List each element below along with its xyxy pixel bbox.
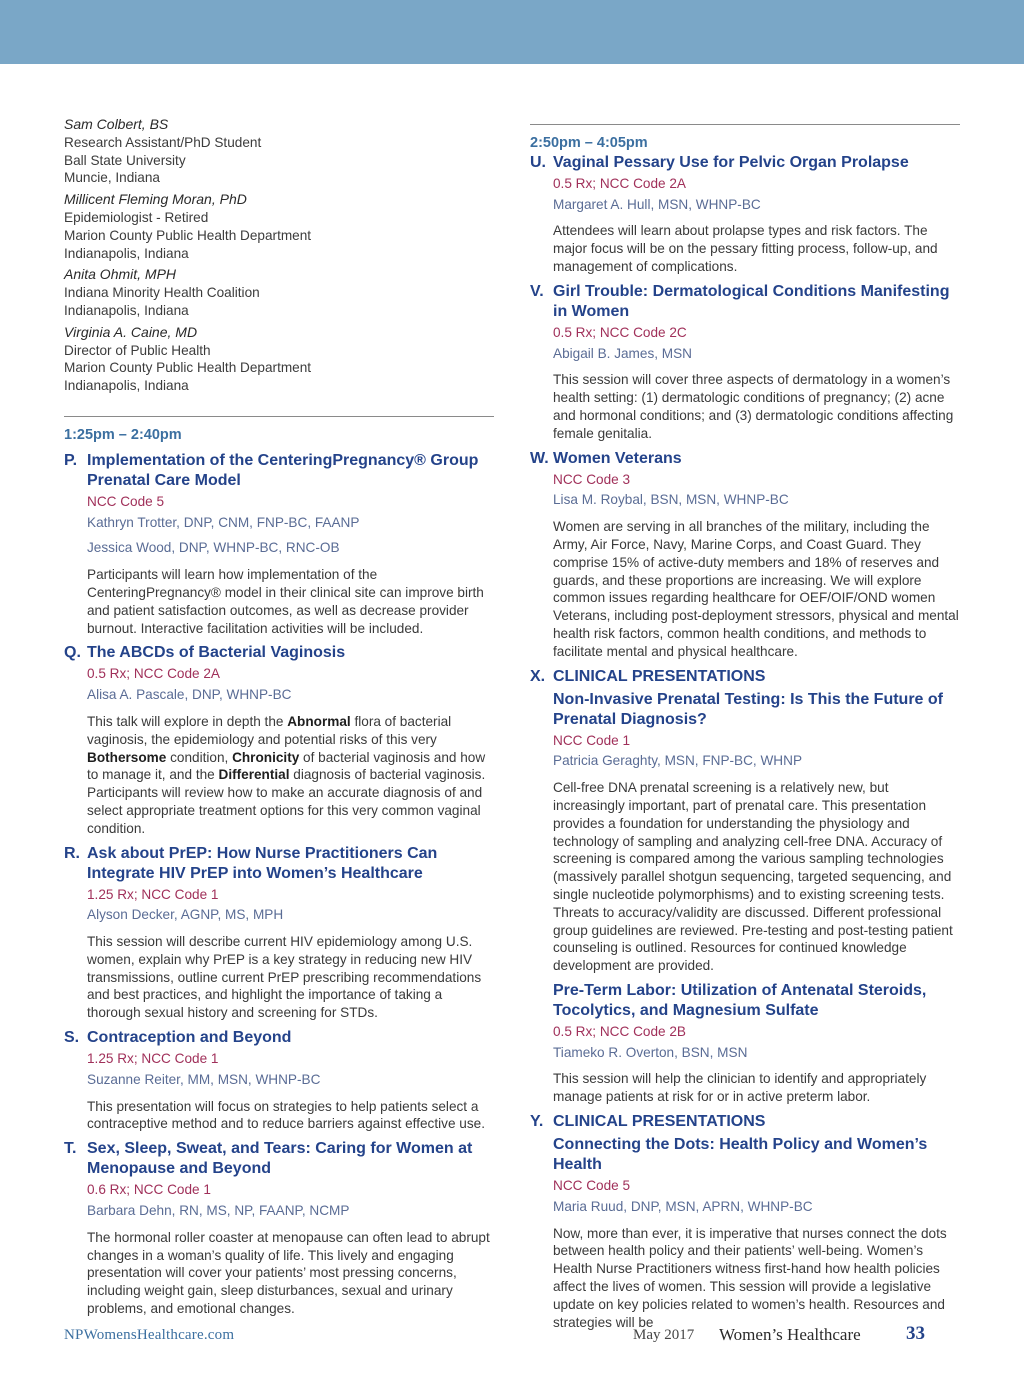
speaker-detail: Indianapolis, Indiana (64, 245, 189, 261)
subsession-title: Pre-Term Labor: Utilization of Antenatal Steroids, Tocolytics, and Magnesium Sulfate (553, 981, 927, 1019)
speaker-detail: Director of Public Health (64, 342, 211, 358)
speaker-detail: Ball State University (64, 152, 186, 168)
session-speaker: Patricia Geraghty, MSN, FNP-BC, WHNP (553, 753, 803, 769)
session-speaker: Lisa M. Roybal, BSN, MSN, WHNP-BC (553, 492, 789, 508)
session-v (530, 282, 960, 443)
speaker-name: Millicent Fleming Moran, PhD (64, 191, 247, 208)
session-description: This presentation will focus on strategies to help patients select a contraceptive method and to reduce barriers against effective use. (87, 1098, 485, 1132)
speaker-entry (64, 266, 494, 319)
session-credit: 0.5 Rx; NCC Code 2A (87, 666, 220, 682)
section-divider (530, 124, 960, 125)
speaker-detail: Epidemiologist - Retired (64, 209, 209, 225)
session-x (530, 667, 960, 1107)
session-credit: NCC Code 3 (553, 471, 631, 487)
session-letter: T. (64, 1140, 77, 1158)
header-band (0, 0, 1024, 64)
subsession-title: Connecting the Dots: Health Policy and Women’s Health (553, 1136, 928, 1174)
session-speaker: Suzanne Reiter, MM, MSN, WHNP-BC (87, 1071, 321, 1087)
speaker-name: Virginia A. Caine, MD (64, 323, 198, 340)
session-y (530, 1112, 960, 1331)
session-description: This session will describe current HIV epidemiology among U.S. women, explain why PrEP is a key strategy in reducing new HIV transmissions, outline current PrEP prescribing recommendations and best practices, and highlight the importance of taking a thorough sexual history and screening for STDs. (87, 934, 482, 1021)
session-credit: NCC Code 1 (553, 732, 631, 748)
session-title: Women Veterans (553, 449, 682, 467)
session-speaker: Alisa A. Pascale, DNP, WHNP-BC (87, 687, 292, 703)
speaker-name: Anita Ohmit, MPH (64, 266, 177, 283)
footer-website: NPWomensHealthcare.com (64, 1327, 235, 1343)
footer-date: May 2017 (633, 1327, 695, 1343)
session-title: Girl Trouble: Dermatological Conditions Manifesting in Women (553, 282, 950, 320)
session-description: This session will cover three aspects of dermatology in a women’s health setting: (1) dermatologic conditions of pregnancy; (2) acne and hormonal conditions; and (3) dermatologic conditions affecting female genitalia. (553, 372, 954, 441)
time-slot: 1:25pm – 2:40pm (64, 426, 182, 443)
session-description: Now, more than ever, it is imperative that nurses connect the dots between health policy and their patients’ well-being. Women’s Health Nurse Practitioners witness first-hand how health policies affect the lives of women. This session will provide a legislative update on key policies related to women’s health. Resources and strategies will be (553, 1225, 947, 1330)
session-title: Implementation of the CenteringPregnancy® Group Prenatal Care Model (87, 451, 479, 489)
session-title: CLINICAL PRESENTATIONS (553, 1113, 766, 1131)
session-credit: 0.5 Rx; NCC Code 2A (553, 175, 686, 191)
session-title: CLINICAL PRESENTATIONS (553, 667, 766, 685)
session-speaker: Kathryn Trotter, DNP, CNM, FNP-BC, FAANP (87, 514, 360, 530)
session-r (64, 844, 494, 1023)
session-description: This talk will explore in depth the Abnormal flora of bacterial vaginosis, the epidemiology and potential risks of this very Bothersome condition, Chronicity of bacterial vaginosis and how to manage it, and the Differential diagnosis of bacterial vaginosis. Participants will review how to make an accurate diagnosis of and select appropriate treatment options for this very common vaginal condition. (87, 713, 486, 836)
session-title: The ABCDs of Bacterial Vaginosis (87, 644, 346, 662)
session-description: Cell-free DNA prenatal screening is a relatively new, but increasingly important, part of prenatal care. This presentation provides a foundation for understanding the physiology and technology of sampling and analyzing cell-free DNA. Accuracy of screening is compared among the various sampling technologies (massively parallel shotgun sequencing, targeted sequencing, and single nucleotide polymorphisms) and to existing screening tests. Threats to accuracy/validity are discussed. Different professional group guidelines are reviewed. Pre-testing and post-testing patient counseling is outlined. Resources for continued knowledge development are provided. (553, 780, 953, 974)
session-description: This session will help the clinician to identify and appropriately manage patients at risk for or in active preterm labor. (553, 1071, 927, 1105)
session-speaker: Maria Ruud, DNP, MSN, APRN, WHNP-BC (553, 1198, 813, 1214)
speaker-detail: Indiana Minority Health Coalition (64, 285, 260, 301)
session-credit: 0.5 Rx; NCC Code 2C (553, 324, 687, 340)
session-description: Participants will learn how implementation of the CenteringPregnancy® model in their clinical site can improve birth and patient satisfaction outcomes, as well as decrease provider burnout. Interactive facilitation activities will be included. (87, 567, 484, 636)
session-description: Women are serving in all branches of the military, including the Army, Air Force, Navy, Marine Corps, and Coast Guard. They comprise 15% of active-duty members and 18% of reserves and guards, and these proportions are increasing. We will explore common issues regarding healthcare for OEF/OIF/OND women Veterans, including post-deployment stressors, physical and mental health risk factors, common health conditions, and methods to facilitate mental and physical healthcare. (553, 519, 959, 659)
session-w (530, 449, 960, 661)
session-speaker: Barbara Dehn, RN, MS, NP, FAANP, NCMP (87, 1203, 350, 1219)
left-column (64, 112, 494, 1318)
session-letter: X. (530, 667, 546, 685)
session-letter: W. (530, 449, 549, 467)
session-title: Contraception and Beyond (87, 1029, 292, 1047)
speaker-entry (64, 116, 494, 187)
page-number: 33 (906, 1323, 925, 1344)
session-letter: R. (64, 844, 80, 862)
session-credit: NCC Code 5 (87, 493, 165, 509)
subsession-title: Non-Invasive Prenatal Testing: Is This the Future of Prenatal Diagnosis? (553, 690, 943, 728)
right-column (530, 124, 960, 1331)
session-title: Ask about PrEP: How Nurse Practitioners Can Integrate HIV PrEP into Women’s Healthcare (87, 844, 438, 882)
session-speaker: Jessica Wood, DNP, WHNP-BC, RNC-OB (87, 540, 340, 556)
session-s (64, 1028, 494, 1133)
session-title: Sex, Sleep, Sweat, and Tears: Caring for Women at Menopause and Beyond (87, 1140, 473, 1178)
speaker-detail: Marion County Public Health Department (64, 360, 312, 376)
session-title: Vaginal Pessary Use for Pelvic Organ Prolapse (553, 153, 909, 171)
speaker-detail: Marion County Public Health Department (64, 227, 312, 243)
speaker-list (64, 116, 494, 395)
session-letter: S. (64, 1029, 80, 1047)
session-credit: 1.25 Rx; NCC Code 1 (87, 886, 219, 902)
session-letter: P. (64, 451, 78, 469)
session-u (530, 153, 960, 276)
session-speaker: Alyson Decker, AGNP, MS, MPH (87, 907, 284, 923)
session-description: The hormonal roller coaster at menopause can often lead to abrupt changes in a woman’s quality of life. This lively and engaging presentation will cover your patients’ most pressing concerns, including weight gain, sleep disturbances, sexual and urinary problems, and emotional changes. (87, 1229, 490, 1317)
session-credit: NCC Code 5 (553, 1178, 631, 1194)
speaker-detail: Indianapolis, Indiana (64, 378, 189, 394)
session-letter: V. (530, 282, 544, 300)
session-letter: U. (530, 153, 546, 171)
session-credit: 0.5 Rx; NCC Code 2B (553, 1023, 686, 1039)
speaker-detail: Indianapolis, Indiana (64, 302, 189, 318)
session-letter: Q. (64, 644, 81, 662)
session-description: Attendees will learn about prolapse types and risk factors. The major focus will be on the pessary fitting process, follow-up, and management of complications. (553, 223, 938, 274)
session-q (64, 643, 494, 837)
speaker-detail: Research Assistant/PhD Student (64, 134, 262, 150)
speaker-entry (64, 324, 494, 395)
session-speaker: Tiameko R. Overton, BSN, MSN (553, 1044, 748, 1060)
speaker-name: Sam Colbert, BS (64, 116, 169, 132)
section-divider (64, 416, 494, 417)
session-speaker: Margaret A. Hull, MSN, WHNP-BC (553, 196, 761, 212)
session-p (64, 451, 494, 638)
session-letter: Y. (530, 1113, 544, 1131)
speaker-entry (64, 191, 494, 262)
footer-magazine-title: Women’s Healthcare (719, 1325, 861, 1344)
session-t (64, 1139, 494, 1318)
session-credit: 1.25 Rx; NCC Code 1 (87, 1051, 219, 1067)
session-credit: 0.6 Rx; NCC Code 1 (87, 1182, 211, 1198)
session-speaker: Abigail B. James, MSN (553, 345, 693, 361)
speaker-detail: Muncie, Indiana (64, 170, 160, 186)
time-slot: 2:50pm – 4:05pm (530, 135, 648, 151)
